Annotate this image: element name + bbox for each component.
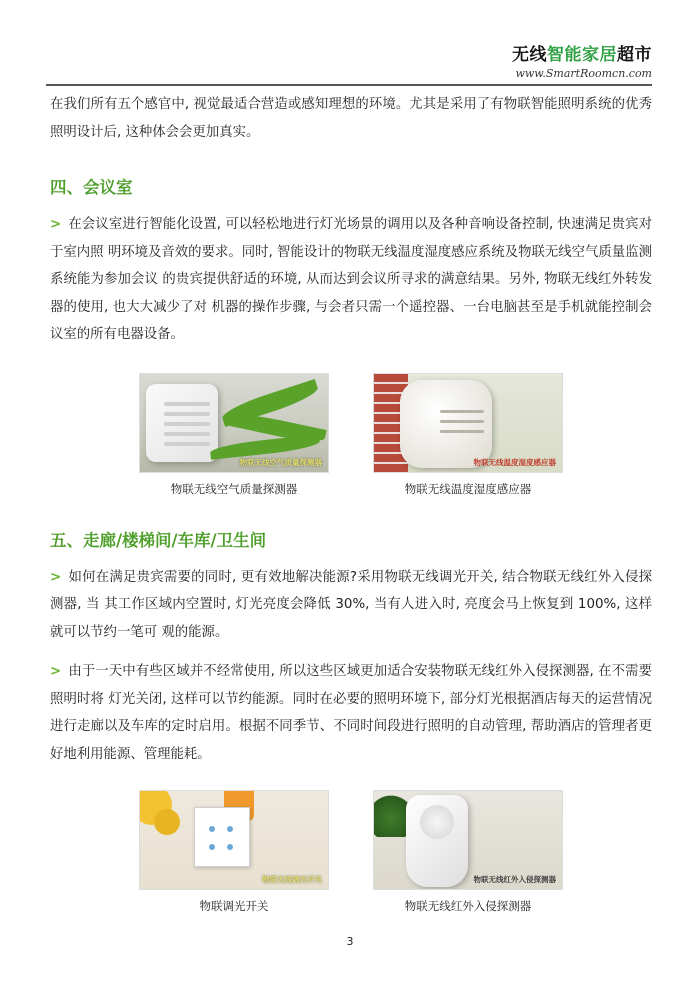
corridor-paragraph-2: > 由于一天中有些区域并不经常使用, 所以这些区域更加适合安装物联无线红外入侵探测器, 在不需要照明时将 灯光关闭, 这样可以节约能源。同时在必要的照明环境下, 部分灯光根据酒店每天的运营情况进行走廊以及车库的定时启用。根据不同季节、不同时间段进行照明的自动管理, 帮助酒店的管理者更好地利用能源、管理能耗。 xyxy=(50,664,652,762)
air-quality-detector-photo xyxy=(139,373,329,473)
pir-device xyxy=(406,795,468,887)
corridor-paragraph-1: > 如何在满足贵宾需要的同时, 更有效地解决能源?采用物联无线调光开关, 结合物联无线红外入侵探测器, 当 其工作区域内空置时, 灯光亮度会降低 30%, 当有人进入时, 亮度会马上恢复到 100%, 这样就可以节约一笔可 观的能源。 xyxy=(50,569,652,640)
logo-url: www.SmartRoomcn.com xyxy=(515,67,652,80)
header-divider xyxy=(46,84,652,86)
figure-dimmer-switch xyxy=(139,790,329,914)
figure-caption: 物联调光开关 xyxy=(199,899,269,913)
bullet-arrow-icon: > xyxy=(50,569,62,585)
section-title-corridor: 五、走廊/楼梯间/车库/卫生间 xyxy=(50,530,267,550)
photo-overlay-label: 物联无线红外入侵探测器 xyxy=(473,875,556,884)
figure-temp-humidity-sensor xyxy=(373,373,563,497)
sensor-device xyxy=(400,380,492,468)
temp-humidity-sensor-photo xyxy=(373,373,563,473)
meeting-room-figures xyxy=(50,373,652,497)
main-content xyxy=(50,88,652,914)
photo-overlay-label: 物联无线空气质量探测器 xyxy=(239,457,322,467)
corridor-figures xyxy=(50,790,652,914)
meeting-room-paragraph: > 在会议室进行智能化设置, 可以轻松地进行灯光场景的调用以及各种音响设备控制, 快速满足贵宾对于室内照 明环境及音效的要求。同时, 智能设计的物联无线温度湿度感应系统及物联无线空气质量监测系统能为参加会议 的贵宾提供舒适的环境, 从而达到会议所寻求的满意结果。另外, 物联无线红外转发器的使用, 也大大减少了对 机器的操作步骤, 与会者只需一个遥控器、一台电脑甚至是手机就能控制会议室的所有电器设备。 xyxy=(50,217,652,342)
pir-detector-photo xyxy=(373,790,563,890)
dimmer-switch-photo xyxy=(139,790,329,890)
page-header xyxy=(0,0,700,88)
photo-overlay-label: 物联无线温度湿度感应器 xyxy=(473,457,556,467)
switch-panel xyxy=(194,807,250,867)
figure-air-quality-detector xyxy=(139,373,329,497)
photo-overlay-label: 物联无线调光开关 xyxy=(262,875,322,884)
figure-caption: 物联无线温度湿度感应器 xyxy=(404,481,532,496)
section-title-meeting-room: 四、会议室 xyxy=(50,178,133,197)
bullet-arrow-icon: > xyxy=(50,664,62,679)
bullet-arrow-icon: > xyxy=(50,217,62,232)
figure-caption: 物联无线空气质量探测器 xyxy=(170,481,298,496)
figure-pir-detector xyxy=(373,790,563,914)
page-number: 3 xyxy=(346,935,354,948)
figure-caption: 物联无线红外入侵探测器 xyxy=(404,899,532,913)
brand-logo xyxy=(512,40,652,80)
logo-title: 无线智能家居超市 xyxy=(512,45,652,65)
intro-paragraph: 在我们所有五个感官中, 视觉最适合营造或感知理想的环境。尤其是采用了有物联智能照明系统的优秀照明设计后, 这种体会会更加真实。 xyxy=(50,97,652,140)
detector-device xyxy=(146,384,218,462)
